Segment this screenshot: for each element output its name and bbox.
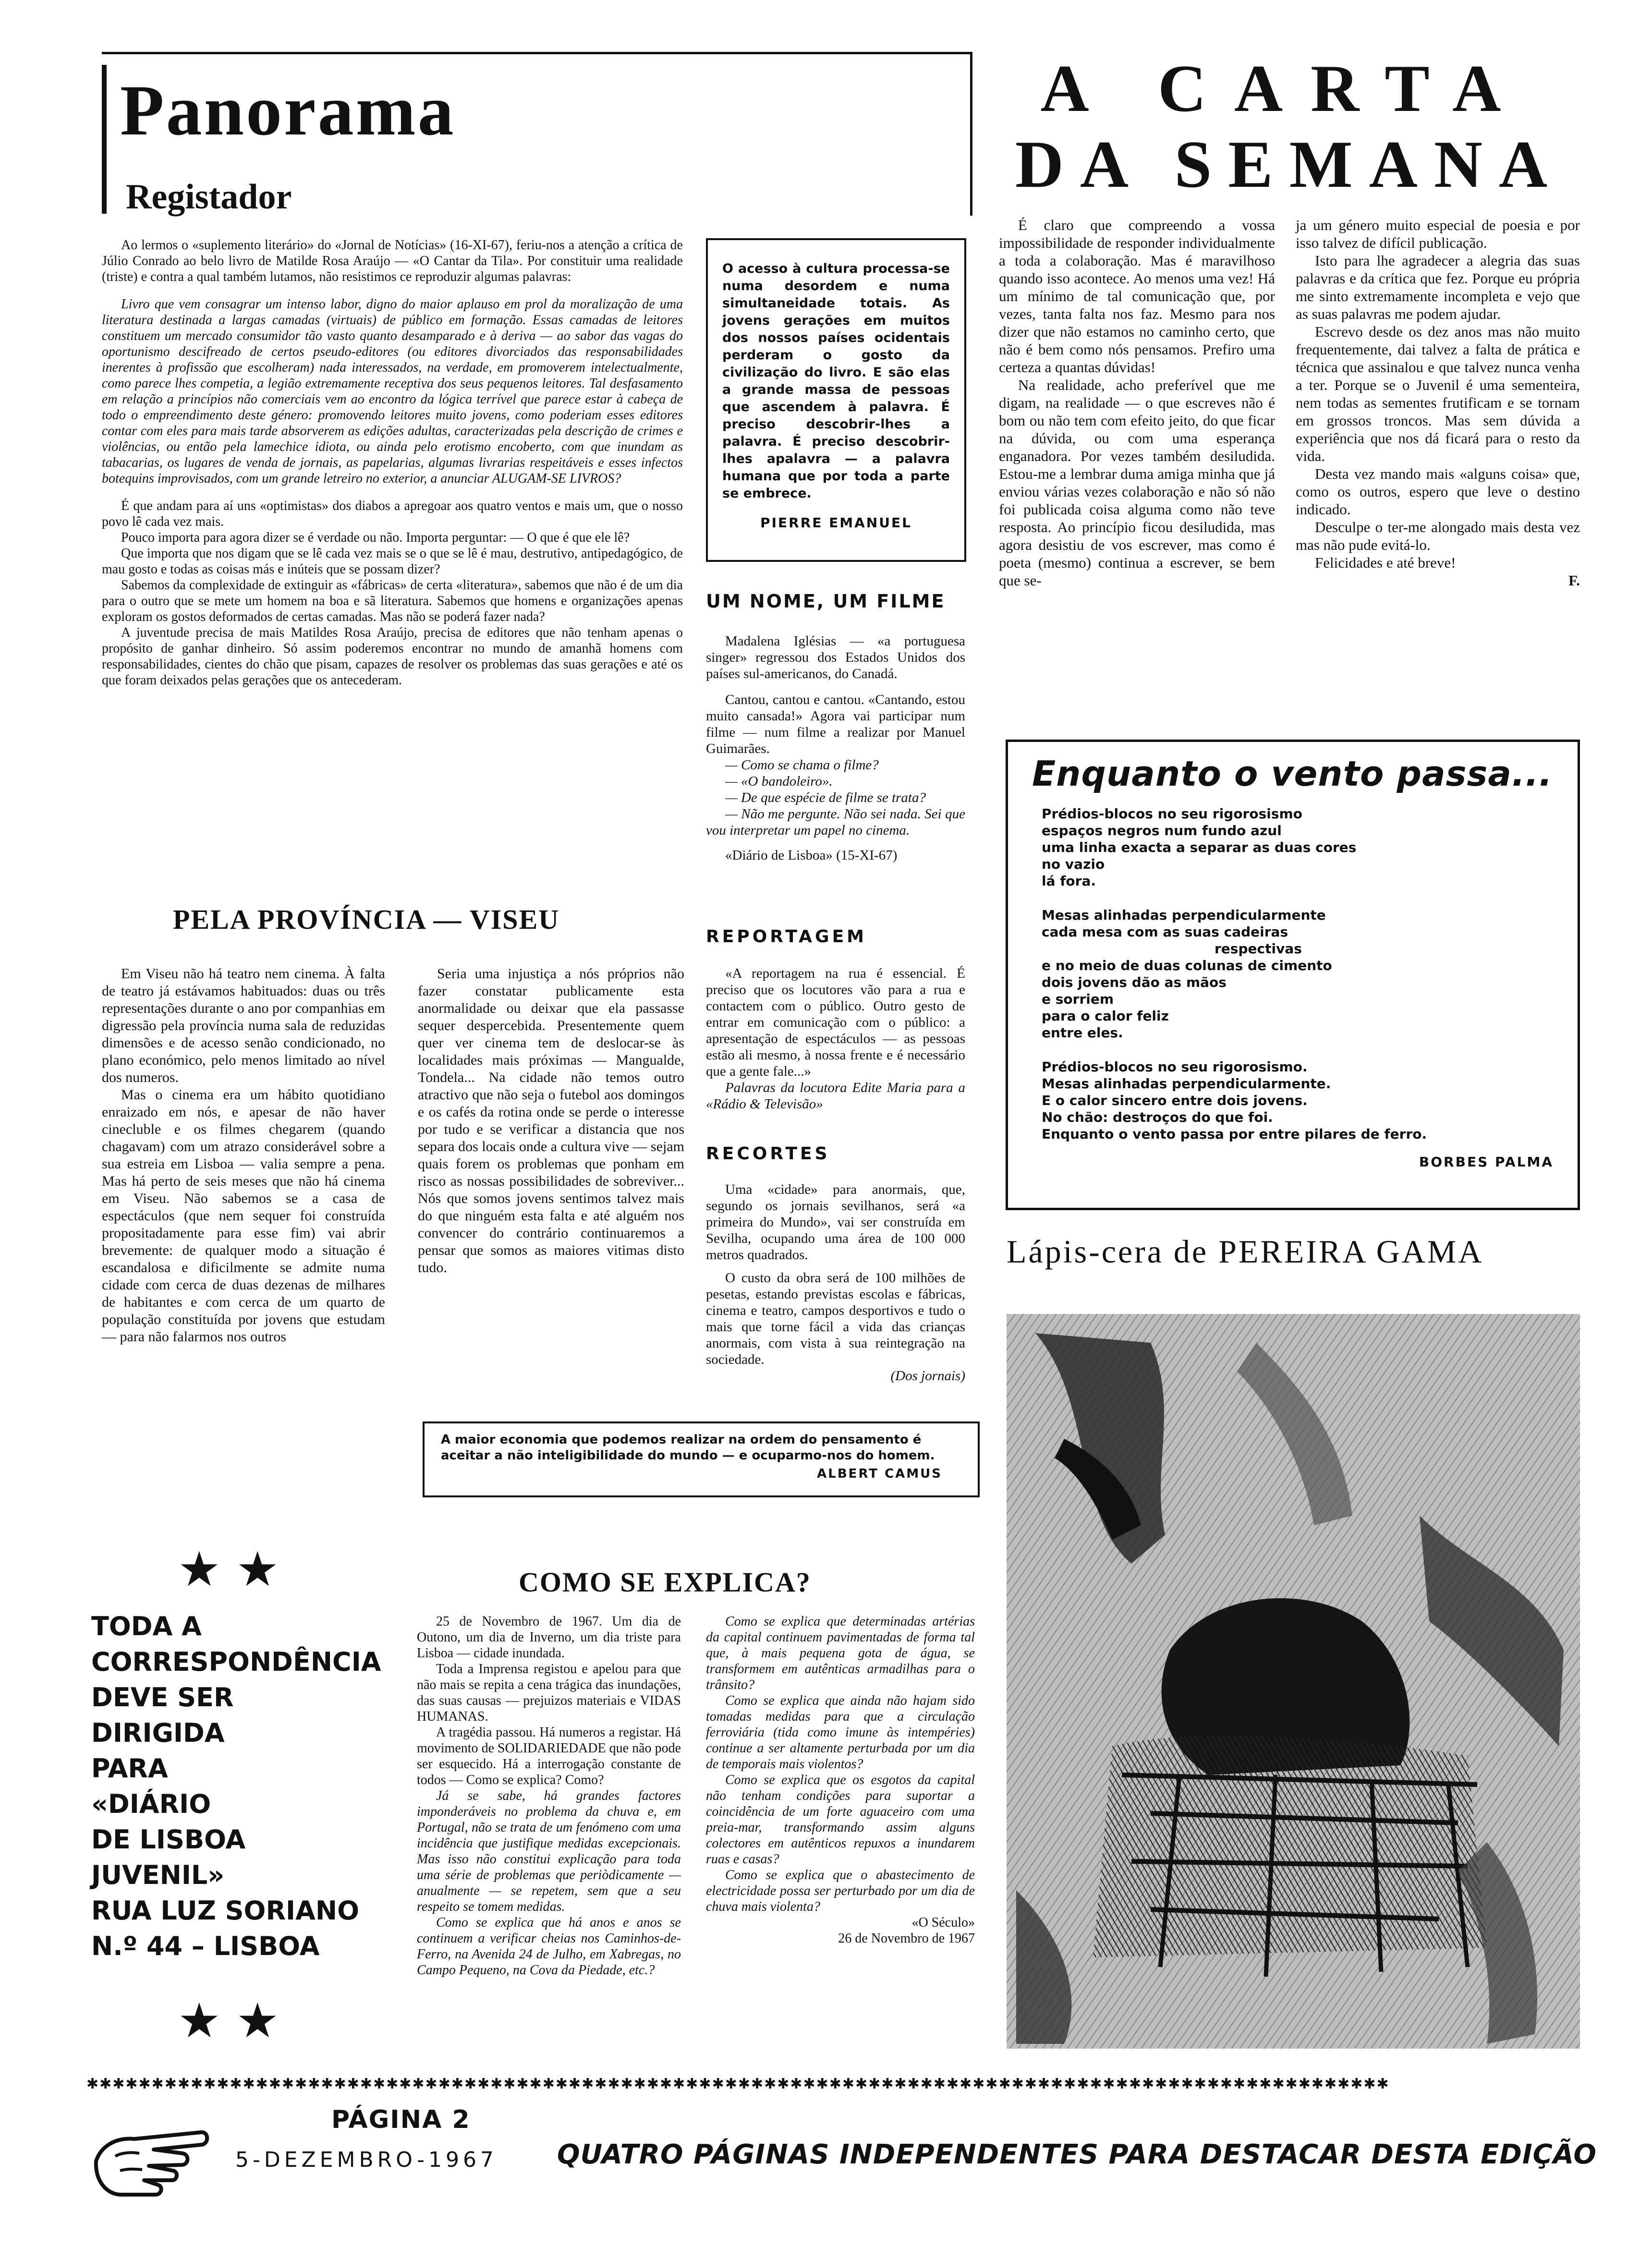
star-divider: ✱✱✱✱✱✱✱✱✱✱✱✱✱✱✱✱✱✱✱✱✱✱✱✱✱✱✱✱✱✱✱✱✱✱✱✱✱✱✱✱✱✱✱✱✱✱✱✱✱✱✱✱✱✱✱✱✱✱✱✱✱✱✱✱✱✱✱✱✱✱✱✱✱✱✱✱✱✱✱✱✱✱✱✱✱✱✱✱✱✱✱✱✱✱✱✱✱✱✱✱ [86, 2076, 1390, 2092]
lapis-drawing [1007, 1314, 1580, 2049]
panorama-intro: Ao lermos o «suplemento literário» do «Jornal de Notícias» (16-XI-67), feriu-nos a atenção a crítica de Júlio Conrado ao belo livro de Matilde Rosa Araújo — «O Cantar da Tila». Por constituir uma realidade (triste) e contra a qual também lutamos, não resistimos ce reproduzir algumas palavras: [102, 238, 683, 284]
vento-box [1006, 740, 1580, 1210]
emanuel-author: PIERRE EMANUEL [760, 515, 912, 531]
panorama-subtitle: Registador [126, 177, 292, 217]
carta-col2-p6: Felicidades e até breve! [1315, 554, 1456, 571]
camus-quote-box [423, 1421, 980, 1497]
vento-stanza-2 [1042, 907, 1558, 1041]
vento-stanza-3-line: No chão: destroços do que foi. [1042, 1109, 1273, 1125]
camus-quote: A maior economia que podemos realizar na ordem do pensamento é aceitar a não inteligibilidade do mundo — e ocuparmo-nos do homem. [441, 1433, 935, 1463]
vento-stanza-1-line: uma linha exacta a separar as duas cores [1042, 839, 1357, 855]
panorama-bar [102, 65, 107, 214]
vento-stanza-2-line: respectivas [1215, 941, 1302, 957]
explica-col2-p1: Como se explica que determinadas artérias da capital continuem pavimentadas de forma tal que, à mais pequena gota de água, se transformem em autênticas armadilhas para o trânsito? [706, 1614, 975, 1692]
explica-col1-p2: Toda a Imprensa registou e apelou para que não mais se repita a cena trágica das inundações, das suas causas — prejuizos materiais e VIDAS HUMANAS. [417, 1662, 681, 1724]
reportagem-source: Palavras da locutora Edite Maria para a «Rádio & Televisão» [706, 1080, 965, 1112]
explica-source: «O Século» [911, 1915, 975, 1930]
filme-l3: — De que espécie de filme se trata? [725, 790, 926, 805]
address-line: CORRESPONDÊNCIA [91, 1647, 381, 1677]
panorama-article [102, 237, 683, 688]
reportagem-text: «A reportagem na rua é essencial. É preciso que os locutores vão para a rua e contactem com o público. Outro gesto de entrar em comunicação com o público: a apresentação de espectáculos — as pessoas estão ali mesmo, à nossa frente e é necessário que a gente fale...» [706, 966, 965, 1079]
carta-col2-p1: ja um género muito especial de poesia e por isso talvez de difícil publicação. [1296, 217, 1580, 251]
explica-col1-p4: Já se sabe, há grandes factores imponderáveis no problema da chuva e, em Portugal, não se trata de um fenómeno com uma incidência que justifique medidas excepcionais. Mas isso não constitui explicação para toda uma série de problemas que periòdicamente — anualmente — se repetem, sem que a seu respeito se tomem medidas. [417, 1788, 681, 1914]
stars-bottom: ★ ★ [178, 1992, 279, 2049]
recortes-article [706, 1181, 965, 1384]
filme-l1: — Como se chama o filme? [725, 757, 879, 773]
recortes-source: (Dos jornais) [890, 1368, 965, 1384]
vento-stanza-3-line: Mesas alinhadas perpendicularmente. [1042, 1076, 1331, 1092]
vento-title: Enquanto o vento passa... [1032, 753, 1553, 794]
panorama-title: Panorama [120, 71, 456, 150]
emanuel-quote: O acesso à cultura processa-se numa desordem e numa simultaneidade totais. As jovens gerações em muitos dos nossos países ocidentais perderam o gosto da civilização do livro. E são elas a grande massa de pessoas que ascendem à palavra. É preciso descobrir-lhes a palavra. É preciso descobrir-lhes apalavra — a palavra humana que por toda a parte se embrece. [722, 261, 950, 501]
reportagem-article [706, 965, 965, 1112]
carta-col1-p1: É claro que compreendo a vossa impossibilidade de responder individualmente a toda a colaboração. Mas é maravilhoso quando isso acontece. Ao menos uma vez! Há um mínimo de tal comunicação que, por vezes, tanta falta nos faz. Mesmo para nos dizer que não estamos no caminho certo, que não é bem como nós pensamos. Prefiro uma certeza a quantas dúvidas! [999, 217, 1275, 376]
carta-col2-p2: Isto para lhe agradecer a alegria das suas palavras e da crítica que fez. Porque eu própria me sinto extremamente incompleta e vejo que as suas palavras me podem ajudar. [1296, 252, 1580, 322]
carta-col2 [1296, 216, 1580, 589]
vento-stanza-1-line: no vazio [1042, 856, 1105, 872]
vento-stanza-2-line: e no meio de duas colunas de cimento [1042, 958, 1332, 973]
vento-stanza-3 [1042, 1058, 1558, 1142]
carta-col2-p4: Desta vez mando mais «alguns coisa» que, como os outros, espero que leve o destino indicado. [1296, 465, 1580, 518]
recortes-p1: Uma «cidade» para anormais, que, segundo os jornais sevilhanos, será «a primeira do Mundo», vai ser construída em Sevilha, ocupando uma área de 100 000 metros quadrados. [706, 1182, 965, 1263]
explica-col2 [706, 1614, 975, 1946]
vento-stanza-2-line: e sorriem [1042, 991, 1114, 1007]
crayon-artwork [1007, 1314, 1580, 2049]
recortes-p2: O custo da obra será de 100 milhões de pesetas, estando previstas escolas e fábricas, cinema e teatro, campos desportivos e tudo o mais que torne fácil a vida das crianças anormais, com vista à sua reintegração na sociedade. [706, 1270, 965, 1367]
viseu-col1 [102, 965, 385, 1346]
panorama-p1: É que andam para aí uns «optimistas» dos diabos a apregoar aos quatro ventos e mais um, que o nosso povo lê cada vez mais. [102, 498, 683, 529]
lapis-caption: Lápis-cera de PEREIRA GAMA [1007, 1233, 1484, 1270]
address-line: RUA LUZ SORIANO [91, 1895, 360, 1926]
filme-article [706, 633, 965, 863]
address-line: TODA A [91, 1611, 202, 1641]
address-line: PARA [91, 1753, 168, 1784]
explica-heading: COMO SE EXPLICA? [519, 1567, 811, 1598]
carta-title-line2: DA SEMANA [1015, 127, 1564, 202]
explica-col1-p3: A tragédia passou. Há numeros a registar. Há movimento de SOLIDARIEDADE que não pode ser esquecido. Há a interrogação constante de todos — Como se explica? Como? [417, 1725, 681, 1787]
reportagem-heading: REPORTAGEM [706, 927, 867, 947]
panorama-quote: Livro que vem consagrar um intenso labor, digno do maior aplauso em prol da moralização de uma literatura destinada a largas camadas (virtuais) de público em formação. Essas camadas de leitores constituem um mercado consumidor tão vasto quanto desamparado e à deriva — ao sabor das vagas do oportunismo descifreado de certos pseudo-editores (ou editores divorciados das responsabilidades inerentes à profissão que escolheram) nada interessados, na verdade, em promoverem intelectualmente, como parece lhes competia, a legião extremamente receptiva dos seus pequenos leitores. Tal desfasamento em relação a princípios não comerciais vem ao encontro da lógica terrível que parece estar à cabeça de todo o empreendimento deste género: promovendo leitores muito jovens, como poderiam esses editores contar com eles para mais tarde absorverem as edições adultas, caracterizadas pela descrição de crimes e violências, ou então pela lamechice idiota, ou ainda pelo erotismo encoberto, com que inundam as tabacarias, os lugares de venda de jornais, as papelarias, algumas livrarias respeitáveis e esses infectos botequins improvisados, com um grande letreiro no exterior, a anunciar ALUGAM-SE LIVROS? [102, 297, 683, 486]
vento-stanza-1-line: Prédios-blocos no seu rigorosismo [1042, 806, 1302, 822]
panorama-p3: Que importa que nos digam que se lê cada vez mais se o que se lê é mau, destrutivo, antipedagógico, de mau gosto e todas as coisas más e inúteis que se possam dizer? [102, 546, 683, 577]
filme-l2: — «O bandoleiro». [725, 774, 833, 789]
recortes-heading: RECORTES [706, 1144, 830, 1164]
vento-stanza-1 [1042, 805, 1558, 889]
viseu-col1-p2: Mas o cinema era um hábito quotidiano enraizado em nós, e apesar de não haver cinecluble e os filmes chegarem (quando chagavam) com um atrazo considerável sobre a sua estreia em Lisboa — valia sempre a pena. Mas há perto de seis meses que não há cinema em Viseu. Não sabemos se a casa de espectáculos (que nem sequer foi construída propositadamente para esse fim) vai abrir brevemente: de qualquer modo a situação é escandalosa e dificilmente se admite numa cidade com cerca de duas dezenas de milhares de habitantes e com cerca de um quarto de população constituída por jovens que estudam — para não falarmos nos outros [102, 1087, 385, 1345]
filme-p2: Cantou, cantou e cantou. «Cantando, estou muito cansada!» Agora vai participar num filme — num filme a realizar por Manuel Guimarães. [706, 692, 965, 756]
viseu-col2 [418, 965, 684, 1276]
vento-stanza-1-line: lá fora. [1042, 873, 1096, 889]
vento-stanza-3-line: E o calor sincero entre dois jovens. [1042, 1093, 1308, 1108]
stars-top: ★ ★ [178, 1541, 279, 1597]
carta-col1 [999, 216, 1275, 589]
address-line: JUVENIL» [91, 1860, 225, 1890]
explica-date: 26 de Novembro de 1967 [838, 1931, 975, 1946]
emanuel-quote-box [706, 238, 966, 562]
panorama-p5: A juventude precisa de mais Matildes Rosa Araújo, precisa de editores que não tenham apenas o propósito de ganhar dinheiro. Só assim poderemos encontrar no mundo de amanhã homens com responsabilidades, cientes do chão que pisam, capazes de resolver os problemas das suas gerações e até os que foram deixados pelas gerações que os antecederam. [102, 625, 683, 688]
carta-title-line1: A CARTA [1040, 51, 1529, 126]
vento-stanza-3-line: Enquanto o vento passa por entre pilares de ferro. [1042, 1126, 1427, 1142]
viseu-col2-p1: Seria uma injustiça a nós próprios não fazer constatar publicamente esta anormalidade ou deixar que ela passasse sequer despercebida. Presentemente quem quer ver cinema tem de deslocar-se às localidades mais próximas — Mangualde, Tondela... Na cidade não temos outro atractivo que não seja o futebol aos domingos e os cafés da rotina onde se perde o interesse por tudo e se verificar a distancia que nos separa dos locais onde a cultura vive — sejam quais forem os problemas que ponham em risco as nossas possibilidades de sobreviver... Nós que somos jovens sentimos talvez mais do que ninguém esta falta e até alguém nos convencer do contrário continuaremos a pensar que somos as maiores vitimas disto tudo. [418, 966, 684, 1275]
panorama-p4: Sabemos da complexidade de extinguir as «fábricas» de certa «literatura», sabemos que não é de um dia para o outro que se mete um homem na boa e sã literatura. Sabemos que homens e organizações apenas exploram os gostos deformados de certas camadas. Mas não se poderá fazer nada? [102, 578, 683, 624]
vento-stanza-1-line: espaços negros num fundo azul [1042, 823, 1282, 838]
carta-signature: F. [1568, 572, 1580, 589]
vento-stanza-2-line: entre eles. [1042, 1025, 1123, 1041]
explica-col1-p5: Como se explica que há anos e anos se continuem a verificar cheias nos Caminhos-de-Ferro, na Avenida 24 de Julho, em Xabregas, no Campo Pequeno, na Cova da Piedade, etc.? [417, 1915, 681, 1978]
explica-col1 [417, 1614, 681, 1978]
filme-l4: — Não me pergunte. Não sei nada. Sei que vou interpretar um papel no cinema. [706, 806, 965, 838]
vento-author: BORBES PALMA [1419, 1154, 1554, 1170]
filme-heading: UM NOME, UM FILME [706, 591, 946, 612]
pointing-hand-icon [86, 2103, 211, 2204]
address-line: DE LISBOA [91, 1824, 246, 1855]
panorama-p2: Pouco importa para agora dizer se é verdade ou não. Importa perguntar: — O que é que ele lê? [121, 530, 630, 545]
footer-date: 5-DEZEMBRO-1967 [235, 2148, 498, 2172]
filme-p1: Madalena Iglésias — «a portuguesa singer» regressou dos Estados Unidos dos países sul-americanos, do Canadá. [706, 633, 965, 681]
address-line: N.º 44 – LISBOA [91, 1931, 320, 1961]
carta-col2-p5: Desculpe o ter-me alongado mais desta vez mas não pude evitá-lo. [1296, 519, 1580, 553]
vento-stanza-2-line: para o calor feliz [1042, 1008, 1169, 1024]
footer-page-number: PÁGINA 2 [331, 2105, 471, 2134]
vento-stanza-3-line: Prédios-blocos no seu rigorosismo. [1042, 1059, 1308, 1075]
correspondence-address [91, 1609, 381, 1964]
explica-col2-p3: Como se explica que os esgotos da capital não tenham condições para suportar a coincidência de um forte aguaceiro com uma preia-mar, transformando assim alguns colectores em autênticos repuxos a inundarem ruas e casas? [706, 1773, 975, 1867]
explica-col2-p4: Como se explica que o abastecimento de electricidade possa ser perturbado por um dia de chuva mais violenta? [706, 1868, 975, 1914]
viseu-heading: PELA PROVÍNCIA — VISEU [173, 904, 560, 935]
explica-col2-p2: Como se explica que ainda não hajam sido tomadas medidas para que a circulação ferroviária (tida como imune às intempéries) continue a ser altamente perturbada por um dia de temporais mais violentos? [706, 1693, 975, 1772]
address-line: DIRIGIDA [91, 1718, 225, 1748]
carta-col1-p2: Na realidade, acho preferível que me digam, na realidade — o que escreves não é bom ou não tem com efeito jeito, do que ficar na dúvida, ou com uma esperança enganadora. Por vezes também desiludida. Estou-me a lembrar duma amiga minha que já enviou várias vezes colaboração e não só não foi publicada coisa alguma como não teve resposta. Ao princípio ficou desiludida, mas agora desistiu de vos escrever, mas como é poeta (mesmo) continua a escrever, se bem que se- [999, 376, 1275, 589]
vento-stanza-2-line: Mesas alinhadas perpendicularmente [1042, 907, 1326, 923]
footer-banner: QUATRO PÁGINAS INDEPENDENTES PARA DESTACAR DESTA EDIÇÃO [557, 2139, 1597, 2170]
address-line: «DIÁRIO [91, 1789, 211, 1819]
viseu-col1-p1: Em Viseu não há teatro nem cinema. À falta de teatro já estávamos habituados: duas ou três representações durante o ano por companhias em digressão pela província numa sala de reduzidas dimensões e de acesso senão condicionado, no plano económico, pelo menos limitado ao nível dos numeros. [102, 966, 385, 1085]
filme-source: «Diário de Lisboa» (15-XI-67) [725, 848, 898, 863]
address-line: DEVE SER [91, 1682, 234, 1712]
vento-stanza-2-line: dois jovens dão as mãos [1042, 974, 1227, 990]
carta-col2-p3: Escrevo desde os dez anos mas não muito frequentemente, dai talvez a falta de prática e técnica que assinalou e que talvez nunca venha a ter. Porque se o Juvenil é uma sementeira, nem todas as sementes frutificam e se tornam em grossos troncos. Mas sem dúvida a experiência que nos dá ficará para o resto da vida. [1296, 323, 1580, 464]
vento-stanza-2-line: cada mesa com as suas cadeiras [1042, 924, 1288, 940]
camus-author: ALBERT CAMUS [817, 1467, 942, 1481]
explica-col1-p1: 25 de Novembro de 1967. Um dia de Outono, um dia de Inverno, um dia triste para Lisboa — cidade inundada. [417, 1614, 681, 1661]
